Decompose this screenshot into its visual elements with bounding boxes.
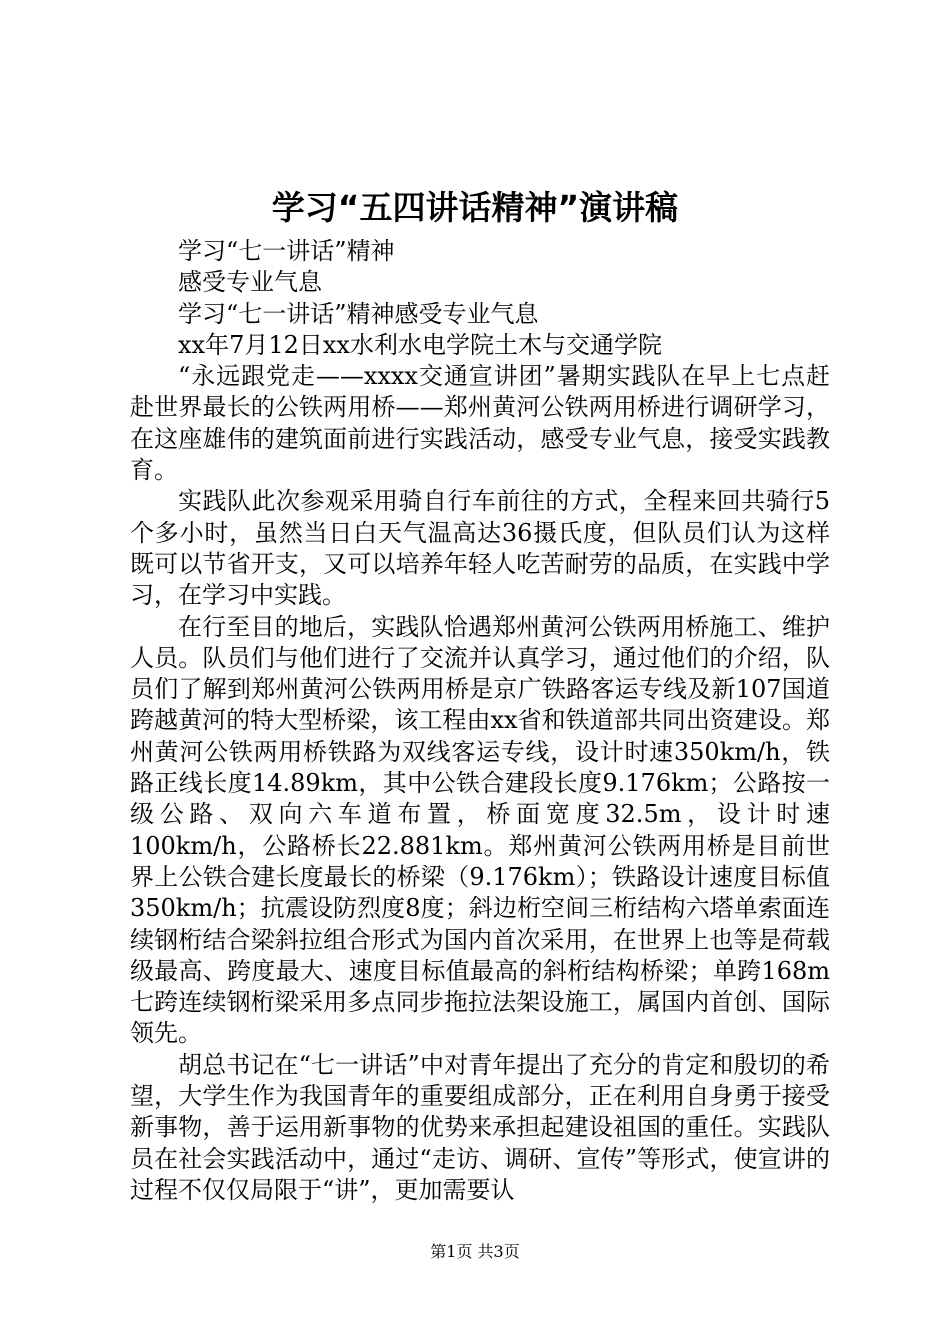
paragraph-subtitle-1: 学习“七一讲话”精神 (178, 237, 395, 265)
paragraph-subtitle-3: 学习“七一讲话”精神感受专业气息 (178, 299, 539, 328)
paragraph-intro: “永远跟党走——xxxx交通宣讲团”暑期实践队在早上七点赶赴世界最长的公铁两用桥——郑州黄河公铁两用桥进行调研学习，在这座雄伟的建筑面前进行实践活动，感受专业气息，接受实践教育。 (130, 362, 830, 485)
paragraph-youth: 胡总书记在“七一讲话”中对青年提出了充分的肯定和殷切的希望，大学生作为我国青年的重要组成部分，正在利用自身勇于接受新事物，善于运用新事物的优势来承担起建设祖国的重任。实践队员在社会实践活动中，通过“走访、调研、宣传”等形式，使宣讲的过程不仅仅局限于“讲”，更加需要认 (130, 1050, 830, 1204)
paragraph-bicycle-trip: 实践队此次参观采用骑自行车前往的方式，全程来回共骑行5个多小时，虽然当日白天气温高达36摄氏度，但队员们认为这样既可以节省开支，又可以培养年轻人吃苦耐劳的品质，在实践中学习，在学习中实践。 (130, 487, 830, 610)
page-footer: 第1页 共3页 (430, 1242, 520, 1261)
paragraph-dateline: xx年7月12日xx水利水电学院土木与交通学院 (178, 330, 662, 359)
document-title: 学习“五四讲话精神”演讲稿 (271, 188, 679, 227)
paragraph-subtitle-2: 感受专业气息 (178, 268, 322, 297)
document-body (130, 236, 830, 1206)
paragraph-bridge-details: 在行至目的地后，实践队恰遇郑州黄河公铁两用桥施工、维护人员。队员们与他们进行了交流并认真学习，通过他们的介绍，队员们了解到郑州黄河公铁两用桥是京广铁路客运专线及新107国道跨越黄河的特大型桥梁，该工程由xx省和铁道部共同出资建设。郑州黄河公铁两用桥铁路为双线客运专线，设计时速350km/h，铁路正线长度14.89km，其中公铁合建段长度9.176km；公路按一级公路、双向六车道布置，桥面宽度32.5m，设计时速100km/h，公路桥长22.881km。郑州黄河公铁两用桥是目前世界上公铁合建长度最长的桥梁（9.176km）；铁路设计速度目标值350km/h；抗震设防烈度8度；斜边桁空间三桁结构六塔单索面连续钢桁结合梁斜拉组合形式为国内首次采用，在世界上也等是荷载级最高、跨度最大、速度目标值最高的斜桁结构桥梁；单跨168m七跨连续钢桁梁采用多点同步拖拉法架设施工，属国内首创、国际领先。 (130, 612, 830, 1048)
